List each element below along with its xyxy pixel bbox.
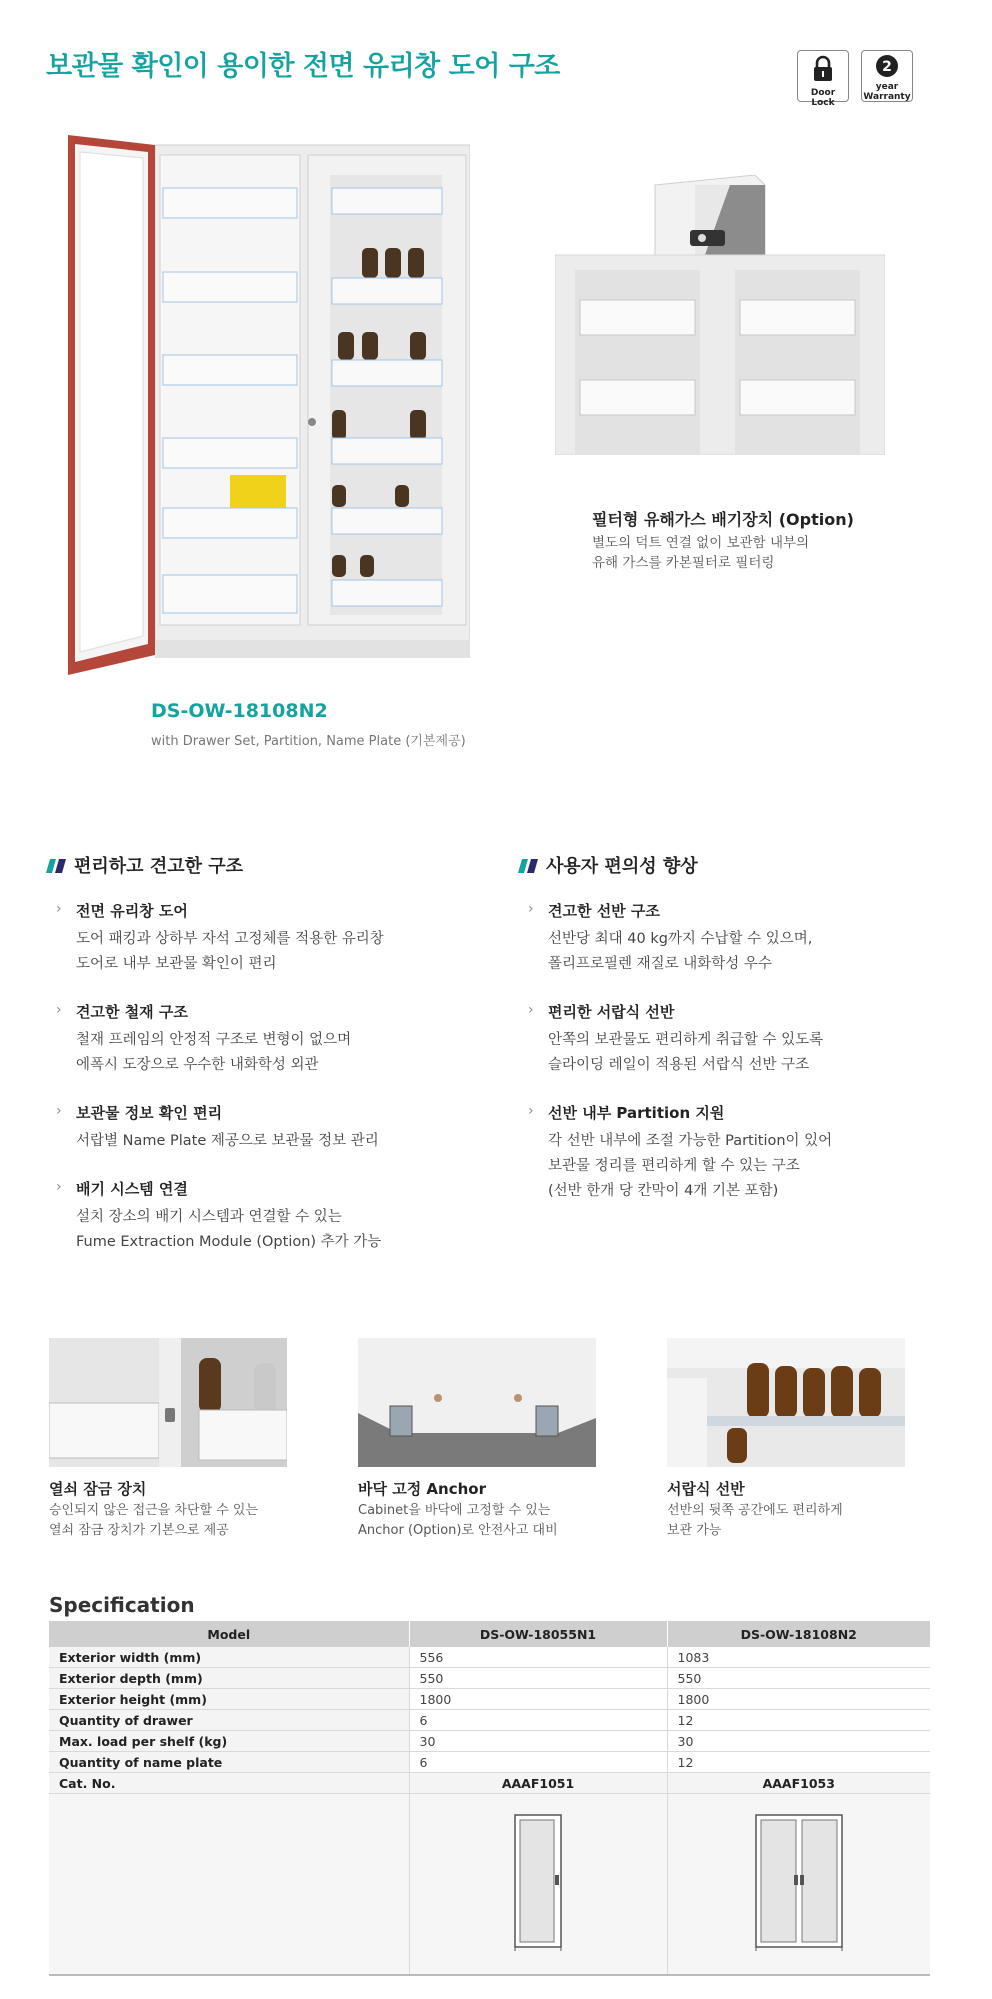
feature-desc: 슬라이딩 레일이 적용된 서랍식 선반 구조 [548,1057,810,1073]
feature-title: 견고한 선반 구조 [548,902,660,920]
option-description [592,533,892,573]
drawing-cell [409,1794,667,1976]
gallery-caption-desc [358,1501,618,1541]
chevron-right-icon: › [56,901,62,917]
gallery-caption-desc [49,1501,309,1541]
page-title: 보관물 확인이 용이한 전면 유리창 도어 구조 [46,51,560,82]
warranty-number: 2 [882,59,892,75]
spec-key: Cat. No. [49,1773,409,1794]
spec-title: Specification [49,1593,195,1617]
feature-desc: (선반 한개 당 칸막이 4개 기본 포함) [548,1183,779,1199]
chevron-right-icon: › [528,901,534,917]
caption-line: 승인되지 않은 접근을 차단할 수 있는 [49,1503,259,1518]
spec-value: 550 [667,1668,930,1689]
feature-desc: 도어 패킹과 상하부 자석 고정체를 적용한 유리창 [76,931,384,947]
gallery-caption-title: 서랍식 선반 [667,1480,745,1498]
table-row [49,1773,930,1794]
spec-value: 1800 [667,1689,930,1710]
drawing-row [49,1794,930,1976]
key-lock-photo [49,1338,287,1467]
drawer-shelf-photo [667,1338,905,1467]
single-door-drawing [513,1813,563,1953]
spec-value: 30 [409,1731,667,1752]
spec-value: 30 [667,1731,930,1752]
right-section-heading: 사용자 편의성 향상 [546,856,698,877]
lock-icon [808,54,838,84]
warranty-year-label: year [875,82,899,92]
chevron-right-icon: › [56,1103,62,1119]
feature-item [56,1001,352,1078]
table-row [49,1647,930,1668]
cabinet-main-image [60,130,470,680]
option-desc-line: 별도의 덕트 연결 없이 보관함 내부의 [592,535,810,551]
gallery-caption-desc [667,1501,927,1541]
option-title: 필터형 유해가스 배기장치 (Option) [592,510,854,529]
caption-line: Anchor (Option)로 안전사고 대비 [358,1523,558,1538]
cat-number: AAAF1053 [667,1773,930,1794]
feature-desc: Fume Extraction Module (Option) 추가 가능 [76,1234,382,1250]
feature-desc: 각 선반 내부에 조절 가능한 Partition이 있어 [548,1133,833,1149]
spec-key: Exterior depth (mm) [49,1668,409,1689]
warranty-icon [873,54,901,78]
cat-number: AAAF1051 [409,1773,667,1794]
caption-line: 선반의 뒷쪽 공간에도 편리하게 [667,1503,843,1518]
feature-desc: 보관물 정리를 편리하게 할 수 있는 구조 [548,1158,800,1174]
gallery-caption-title: 열쇠 잠금 장치 [49,1480,147,1498]
table-row [49,1731,930,1752]
slash-icon [46,859,66,873]
left-section-header [46,852,243,878]
feature-desc: 선반당 최대 40 kg까지 수납할 수 있으며, [548,931,813,947]
chevron-right-icon: › [528,1103,534,1119]
feature-desc: 철재 프레임의 안정적 구조로 변형이 없으며 [76,1032,352,1048]
feature-item [528,1102,833,1204]
feature-desc: 도어로 내부 보관물 확인이 편리 [76,956,277,972]
spec-header-cell: DS-OW-18108N2 [667,1621,930,1647]
right-section-header [518,852,698,878]
spec-key: Exterior height (mm) [49,1689,409,1710]
spec-key: Max. load per shelf (kg) [49,1731,409,1752]
feature-title: 선반 내부 Partition 지원 [548,1104,725,1122]
gallery-caption-title: 바닥 고정 Anchor [358,1480,486,1498]
feature-desc: 설치 장소의 배기 시스템과 연결할 수 있는 [76,1209,342,1225]
feature-title: 전면 유리창 도어 [76,902,188,920]
feature-title: 보관물 정보 확인 편리 [76,1104,223,1122]
product-model: DS-OW-18108N2 [151,700,328,722]
feature-title: 편리한 서랍식 선반 [548,1003,675,1021]
table-row [49,1752,930,1773]
table-row [49,1689,930,1710]
feature-desc: 폴리프로필렌 재질로 내화학성 우수 [548,956,772,972]
spec-header-row [49,1621,930,1647]
spec-value: 550 [409,1668,667,1689]
spec-value: 12 [667,1752,930,1773]
option-desc-line: 유해 가스를 카본필터로 필터링 [592,555,775,571]
spec-value: 6 [409,1752,667,1773]
feature-item [528,1001,824,1078]
spec-value: 1083 [667,1647,930,1668]
table-row [49,1710,930,1731]
feature-desc: 서랍별 Name Plate 제공으로 보관물 정보 관리 [76,1133,379,1149]
feature-item [56,1178,382,1255]
door-lock-label: Door Lock [810,88,836,108]
drawing-cell [667,1794,930,1976]
feature-item [528,900,813,977]
left-section-heading: 편리하고 견고한 구조 [74,856,244,877]
double-door-drawing [754,1813,844,1953]
feature-title: 견고한 철재 구조 [76,1003,188,1021]
door-lock-badge [797,50,849,108]
spec-key: Quantity of drawer [49,1710,409,1731]
spec-value: 1800 [409,1689,667,1710]
warranty-badge [861,50,913,102]
floor-anchor-photo [358,1338,596,1467]
spec-value: 6 [409,1710,667,1731]
slash-icon [518,859,538,873]
spec-table [49,1621,930,1976]
spec-value: 556 [409,1647,667,1668]
caption-line: 열쇠 잠금 장치가 기본으로 제공 [49,1523,229,1538]
fume-module-image [555,175,885,455]
chevron-right-icon: › [528,1002,534,1018]
feature-title: 배기 시스템 연결 [76,1180,188,1198]
spec-header-cell: Model [49,1621,409,1647]
spec-key: Exterior width (mm) [49,1647,409,1668]
feature-item [56,900,384,977]
table-row [49,1668,930,1689]
warranty-label: Warranty [863,92,911,102]
spec-header-cell: DS-OW-18055N1 [409,1621,667,1647]
product-subtitle: with Drawer Set, Partition, Name Plate (기본제공) [151,734,466,749]
caption-line: Cabinet을 바닥에 고정할 수 있는 [358,1503,551,1518]
spec-key: Quantity of name plate [49,1752,409,1773]
chevron-right-icon: › [56,1002,62,1018]
feature-item [56,1102,379,1154]
caption-line: 보관 가능 [667,1523,722,1538]
empty-cell [49,1794,409,1976]
feature-desc: 안쪽의 보관물도 편리하게 취급할 수 있도록 [548,1032,824,1048]
feature-desc: 에폭시 도장으로 우수한 내화학성 외관 [76,1057,319,1073]
chevron-right-icon: › [56,1179,62,1195]
spec-value: 12 [667,1710,930,1731]
